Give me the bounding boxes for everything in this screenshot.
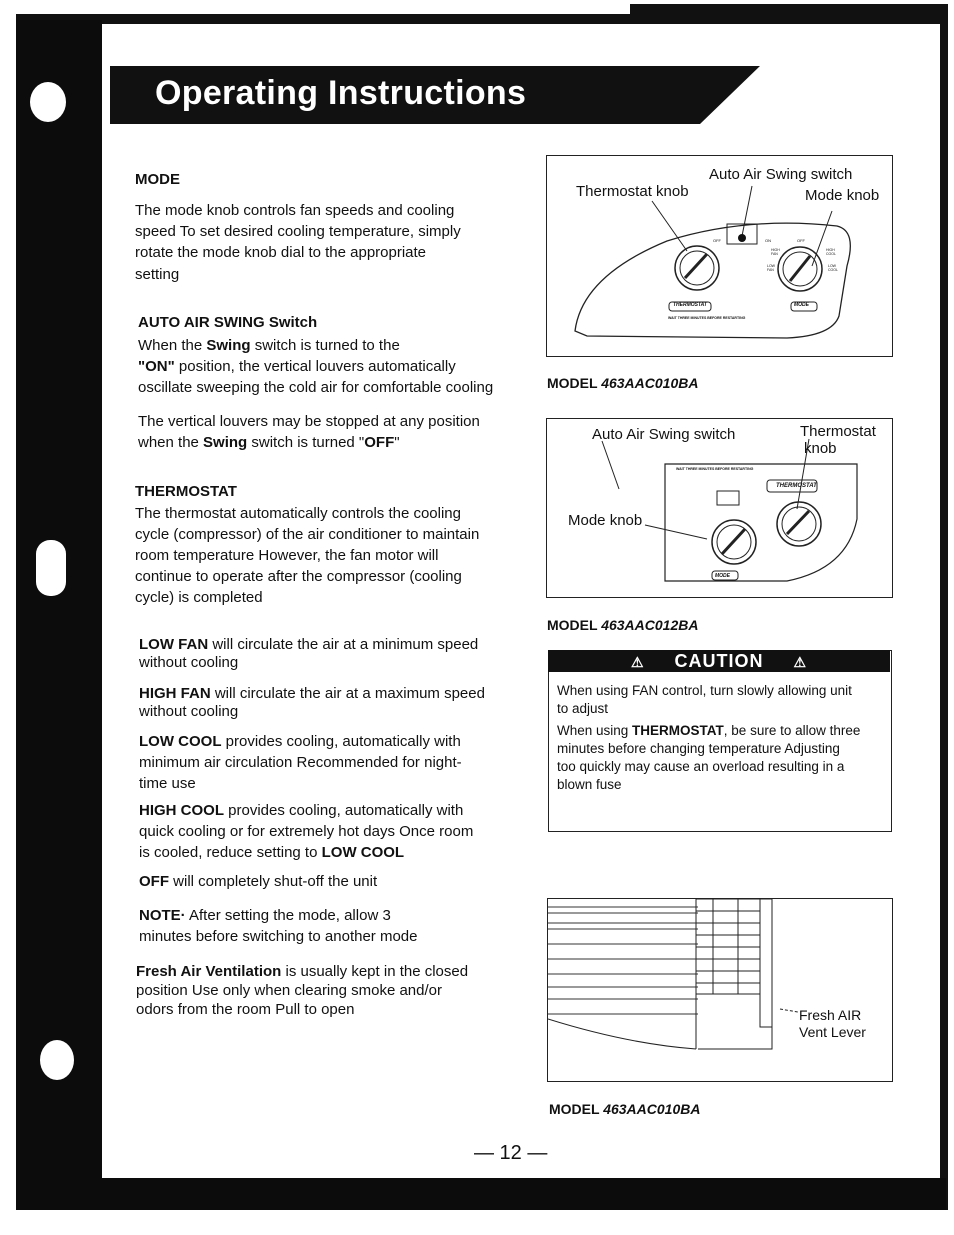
fig2-model-caption: MODEL 463AAC012BA <box>547 617 699 633</box>
fig2-wait-note: WAIT THREE MINUTES BEFORE RESTARTING <box>676 467 754 471</box>
fresh-air-line-3: odors from the room Pull to open <box>136 1001 355 1018</box>
fig2-mode-plate: MODE <box>715 573 730 579</box>
vent-lever-diagram <box>548 899 891 1080</box>
caution-line-4: minutes before changing temperature Adjusting <box>557 741 840 756</box>
caution-line-2: to adjust <box>557 701 609 716</box>
thermostat-line-1: The thermostat automatically controls the cooling <box>135 505 461 522</box>
mode-line-3: rotate the mode knob dial to the appropriate <box>135 244 427 261</box>
fig1-mode-high-cool: HIGH COOL <box>826 248 836 256</box>
thermostat-line-4: continue to operate after the compressor (cooling <box>135 568 462 585</box>
fig3-model-caption: MODEL 463AAC010BA <box>549 1101 701 1117</box>
fig1-mode-label: Mode knob <box>805 187 880 204</box>
fig1-mode-low-cool: LOW COOL <box>828 264 838 272</box>
mode-line-4: setting <box>135 266 180 283</box>
fig1-thermostat-label: Thermostat knob <box>576 183 689 200</box>
fresh-air-label-1: Fresh AIR <box>799 1007 862 1023</box>
frame-bottom-edge <box>16 1178 946 1210</box>
thermostat-heading: THERMOSTAT <box>135 483 237 500</box>
swing-line-2: "ON" position, the vertical louvers automatically <box>138 358 456 375</box>
off-line: OFF will completely shut-off the unit <box>139 873 378 890</box>
page-title: Operating Instructions <box>155 74 527 112</box>
fig1-model-caption: MODEL 463AAC010BA <box>547 375 699 391</box>
punch-hole-middle <box>36 540 66 596</box>
swing-line-3: oscillate sweeping the cold air for comfortable cooling <box>138 379 494 396</box>
fig2-thermostat-plate: THERMOSTAT <box>776 483 817 489</box>
fig1-wait-note: WAIT THREE MINUTES BEFORE RESTARTING <box>668 316 746 320</box>
fig1-mode-plate: MODE <box>794 302 809 308</box>
mode-line-2: speed To set desired cooling temperature, simply <box>135 223 461 240</box>
caution-header <box>548 650 890 672</box>
binder-strip <box>16 20 102 1210</box>
thermostat-line-3: room temperature However, the fan motor will <box>135 547 439 564</box>
high-cool-line-3: is cooled, reduce setting to LOW COOL <box>139 844 405 861</box>
mode-heading: MODE <box>135 171 180 188</box>
punch-hole-bottom <box>40 1040 74 1080</box>
note-line-2: minutes before switching to another mode <box>139 928 418 945</box>
fresh-air-line-1: Fresh Air Ventilation is usually kept in the closed <box>136 963 469 980</box>
frame-top-bar <box>630 4 948 20</box>
swing-line-1: When the Swing switch is turned to the <box>138 337 400 354</box>
fig1-mode-low-fan: LOW FAN <box>767 264 775 272</box>
note-line-1: NOTE· After setting the mode, allow 3 <box>139 907 391 924</box>
high-fan-line-1: HIGH FAN will circulate the air at a maximum speed <box>139 685 485 702</box>
swing-heading: AUTO AIR SWING Switch <box>138 314 318 331</box>
caution-title: CAUTION <box>674 651 764 671</box>
fig1-switch-on: ON <box>765 238 771 243</box>
swing-line-5: when the Swing switch is turned "OFF" <box>138 434 400 451</box>
fig1-swing-label: Auto Air Swing switch <box>709 166 853 183</box>
low-cool-line-1: LOW COOL provides cooling, automatically with <box>139 733 461 750</box>
control-panel-diagram-2 <box>547 419 891 596</box>
fig1-switch-off: OFF <box>713 238 721 243</box>
fig2-thermostat-label-2: knob <box>804 440 837 457</box>
high-cool-line-2: quick cooling or for extremely hot days Once room <box>139 823 474 840</box>
mode-line-1: The mode knob controls fan speeds and cooling <box>135 202 455 219</box>
fig2-thermostat-label-1: Thermostat <box>800 423 876 440</box>
fresh-air-label-2: Vent Lever <box>799 1024 866 1040</box>
warning-icon: ⚠ <box>793 654 808 670</box>
fig1-mode-high-fan: HIGH FAN <box>771 248 780 256</box>
thermostat-line-2: cycle (compressor) of the air conditioner to maintain <box>135 526 480 543</box>
caution-line-3: When using THERMOSTAT, be sure to allow three <box>557 723 861 738</box>
fresh-air-line-2: position Use only when clearing smoke and/or <box>136 982 442 999</box>
fig2-mode-label: Mode knob <box>568 512 643 529</box>
frame-right-edge <box>940 4 948 1210</box>
page-number: — 12 — <box>474 1142 548 1164</box>
fig2-swing-label: Auto Air Swing switch <box>592 426 736 443</box>
low-cool-line-2: minimum air circulation Recommended for night- <box>139 754 462 771</box>
swing-line-4: The vertical louvers may be stopped at any position <box>138 413 480 430</box>
thermostat-line-5: cycle) is completed <box>135 589 263 606</box>
low-fan-line-1: LOW FAN will circulate the air at a minimum speed <box>139 636 479 653</box>
high-cool-line-1: HIGH COOL provides cooling, automatically with <box>139 802 464 819</box>
low-fan-line-2: without cooling <box>139 654 239 671</box>
low-cool-line-3: time use <box>139 775 196 792</box>
warning-icon: ⚠ <box>630 654 645 670</box>
fig1-thermostat-plate: THERMOSTAT <box>673 302 707 308</box>
caution-line-6: blown fuse <box>557 777 622 792</box>
caution-line-1: When using FAN control, turn slowly allowing unit <box>557 683 852 698</box>
caution-line-5: too quickly may cause an overload resulting in a <box>557 759 845 774</box>
fig1-mode-off: OFF <box>797 238 805 243</box>
high-fan-line-2: without cooling <box>139 703 239 720</box>
punch-hole-top <box>30 82 66 122</box>
